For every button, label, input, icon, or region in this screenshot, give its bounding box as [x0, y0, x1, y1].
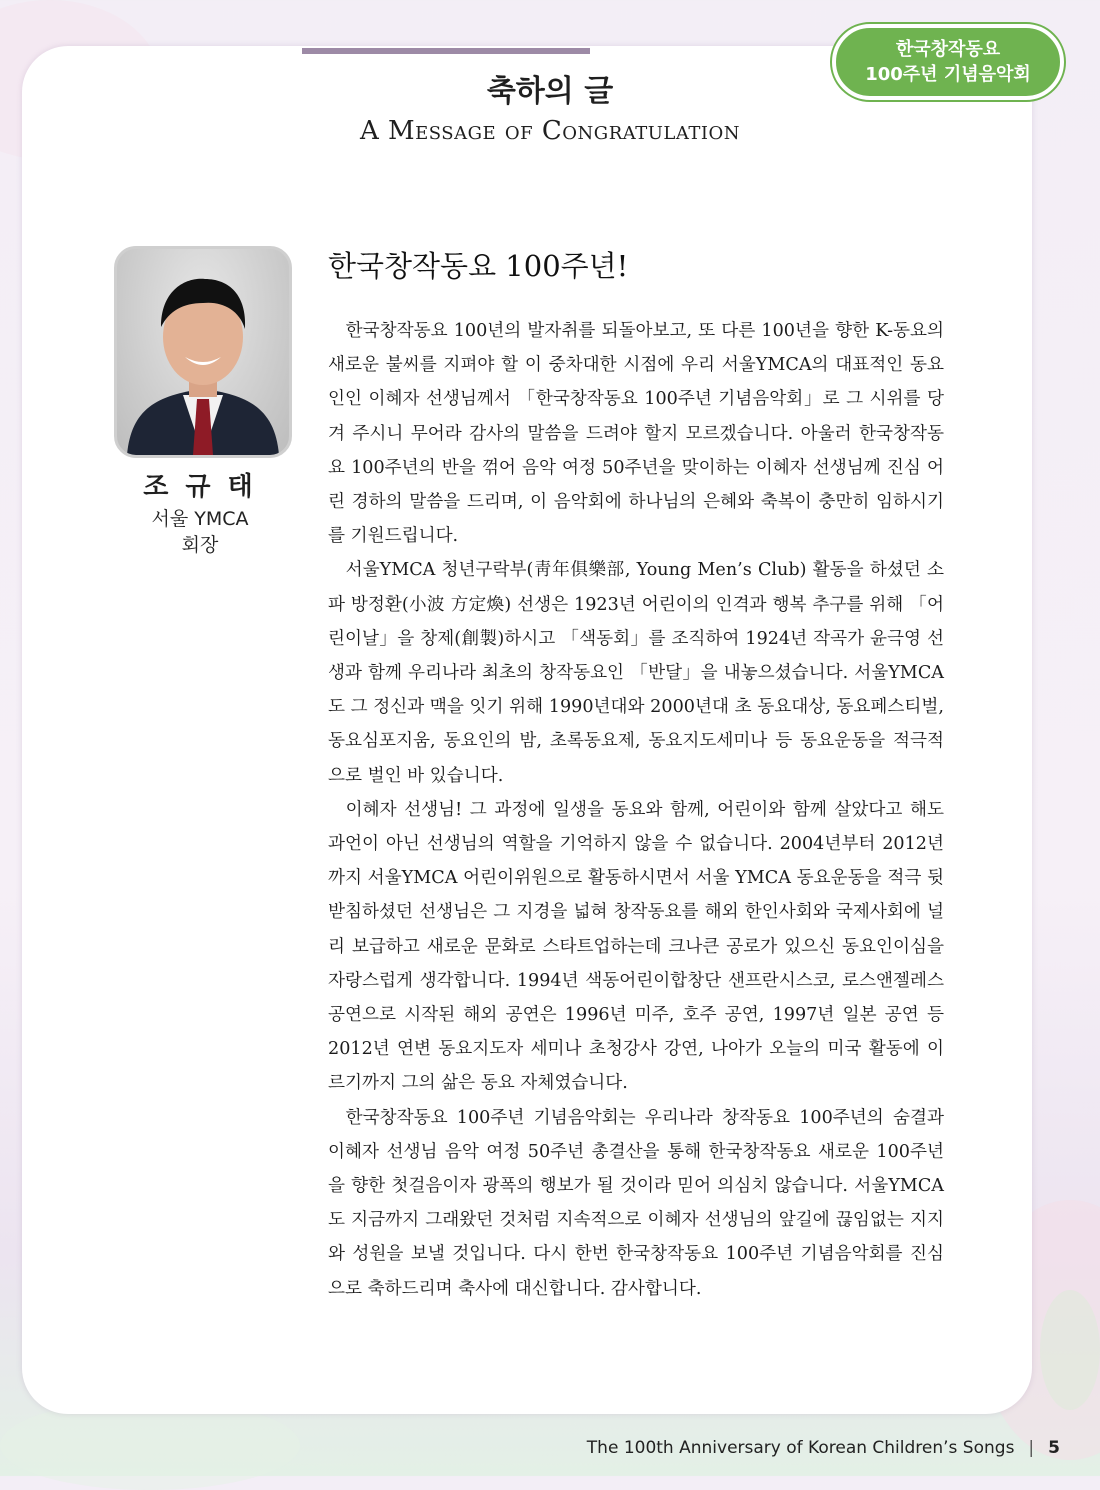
footer-title: The 100th Anniversary of Korean Children’s Songs: [586, 1438, 1015, 1458]
author-role: 회장: [181, 534, 219, 556]
badge-line-2: 100주년 기념음악회: [865, 64, 1031, 85]
page-number: 5: [1048, 1438, 1060, 1458]
author-photo: [114, 246, 292, 458]
footer-separator: |: [1028, 1438, 1035, 1458]
page-title: 축하의 글: [486, 74, 614, 109]
page-subtitle: A Message of Congratulation: [359, 116, 741, 146]
accent-line: [302, 48, 590, 54]
portrait-illustration: [117, 249, 289, 455]
article-body: [328, 314, 944, 1306]
article-paragraph: 한국창작동요 100년의 발자취를 되돌아보고, 또 다른 100년을 향한 K-동요의 새로운 불씨를 지펴야 할 이 중차대한 시점에 우리 서울YMCA의 대표적인 동요인인 이혜자 선생님께서 「한국창작동요 100주년 기념음악회」로 그 시위를 당겨 주시니 무어라 감사의 말씀을 드려야 할지 모르겠습니다. 아울러 한국창작동요 100주년의 반을 꺾어 음악 여정 50주년을 맞이하는 이혜자 선생님께 진심 어린 경하의 말씀을 드리며, 이 음악회에 하나님의 은혜와 축복이 충만히 임하시기를 기원드립니다.: [328, 321, 944, 547]
author-organization: 서울 YMCA: [151, 508, 249, 530]
article-paragraph: 이혜자 선생님! 그 과정에 일생을 동요와 함께, 어린이와 함께 살았다고 해도 과언이 아닌 선생님의 역할을 기억하지 않을 수 없습니다. 2004년부터 2012년까지 서울YMCA 어린이위원으로 활동하시면서 서울 YMCA 동요운동을 적극 뒷받침하셨던 선생님은 그 지경을 넓혀 창작동요를 해외 한인사회와 국제사회에 널리 보급하고 새로운 문화로 스타트업하는데 크나큰 공로가 있으신 동요인이심을 자랑스럽게 생각합니다. 1994년 색동어린이합창단 샌프란시스코, 로스앤젤레스 공연으로 시작된 해외 공연은 1996년 미주, 호주 공연, 1997년 일본 공연 등 2012년 연변 동요지도자 세미나 초청강사 강연, 나아가 오늘의 미국 활동에 이르기까지 그의 삶은 동요 자체였습니다.: [328, 799, 944, 1094]
page-footer: [587, 1438, 1060, 1458]
background-leaf: [1040, 1290, 1100, 1410]
author-name: 조 규 태: [143, 472, 257, 502]
article-title: 한국창작동요 100주년!: [328, 249, 629, 283]
badge-line-1: 한국창작동요: [895, 39, 1001, 60]
article-paragraph: 한국창작동요 100주년 기념음악회는 우리나라 창작동요 100주년의 숨결과 이혜자 선생님 음악 여정 50주년 총결산을 통해 한국창작동요 새로운 100주년을 향한 첫걸음이자 광폭의 행보가 될 것이라 믿어 의심치 않습니다. 서울YMCA도 지금까지 그래왔던 것처럼 지속적으로 이혜자 선생님의 앞길에 끊임없는 지지와 성원을 보낼 것입니다. 다시 한번 한국창작동요 100주년 기념음악회를 진심으로 축하드리며 축사에 대신합니다. 감사합니다.: [328, 1107, 944, 1299]
article-paragraph: 서울YMCA 청년구락부(靑年俱樂部, Young Men’s Club) 활동을 하셨던 소파 방정환(小波 方定煥) 선생은 1923년 어린이의 인격과 행복 추구를 위해 「어린이날」을 창제(創製)하시고 「색동회」를 조직하여 1924년 작곡가 윤극영 선생과 함께 우리나라 최초의 창작동요인 「반달」을 내놓으셨습니다. 서울YMCA도 그 정신과 맥을 잇기 위해 1990년대와 2000년대 초 동요대상, 동요페스티벌, 동요심포지움, 동요인의 밤, 초록동요제, 동요지도세미나 등 동요운동을 적극적으로 벌인 바 있습니다.: [328, 560, 944, 786]
